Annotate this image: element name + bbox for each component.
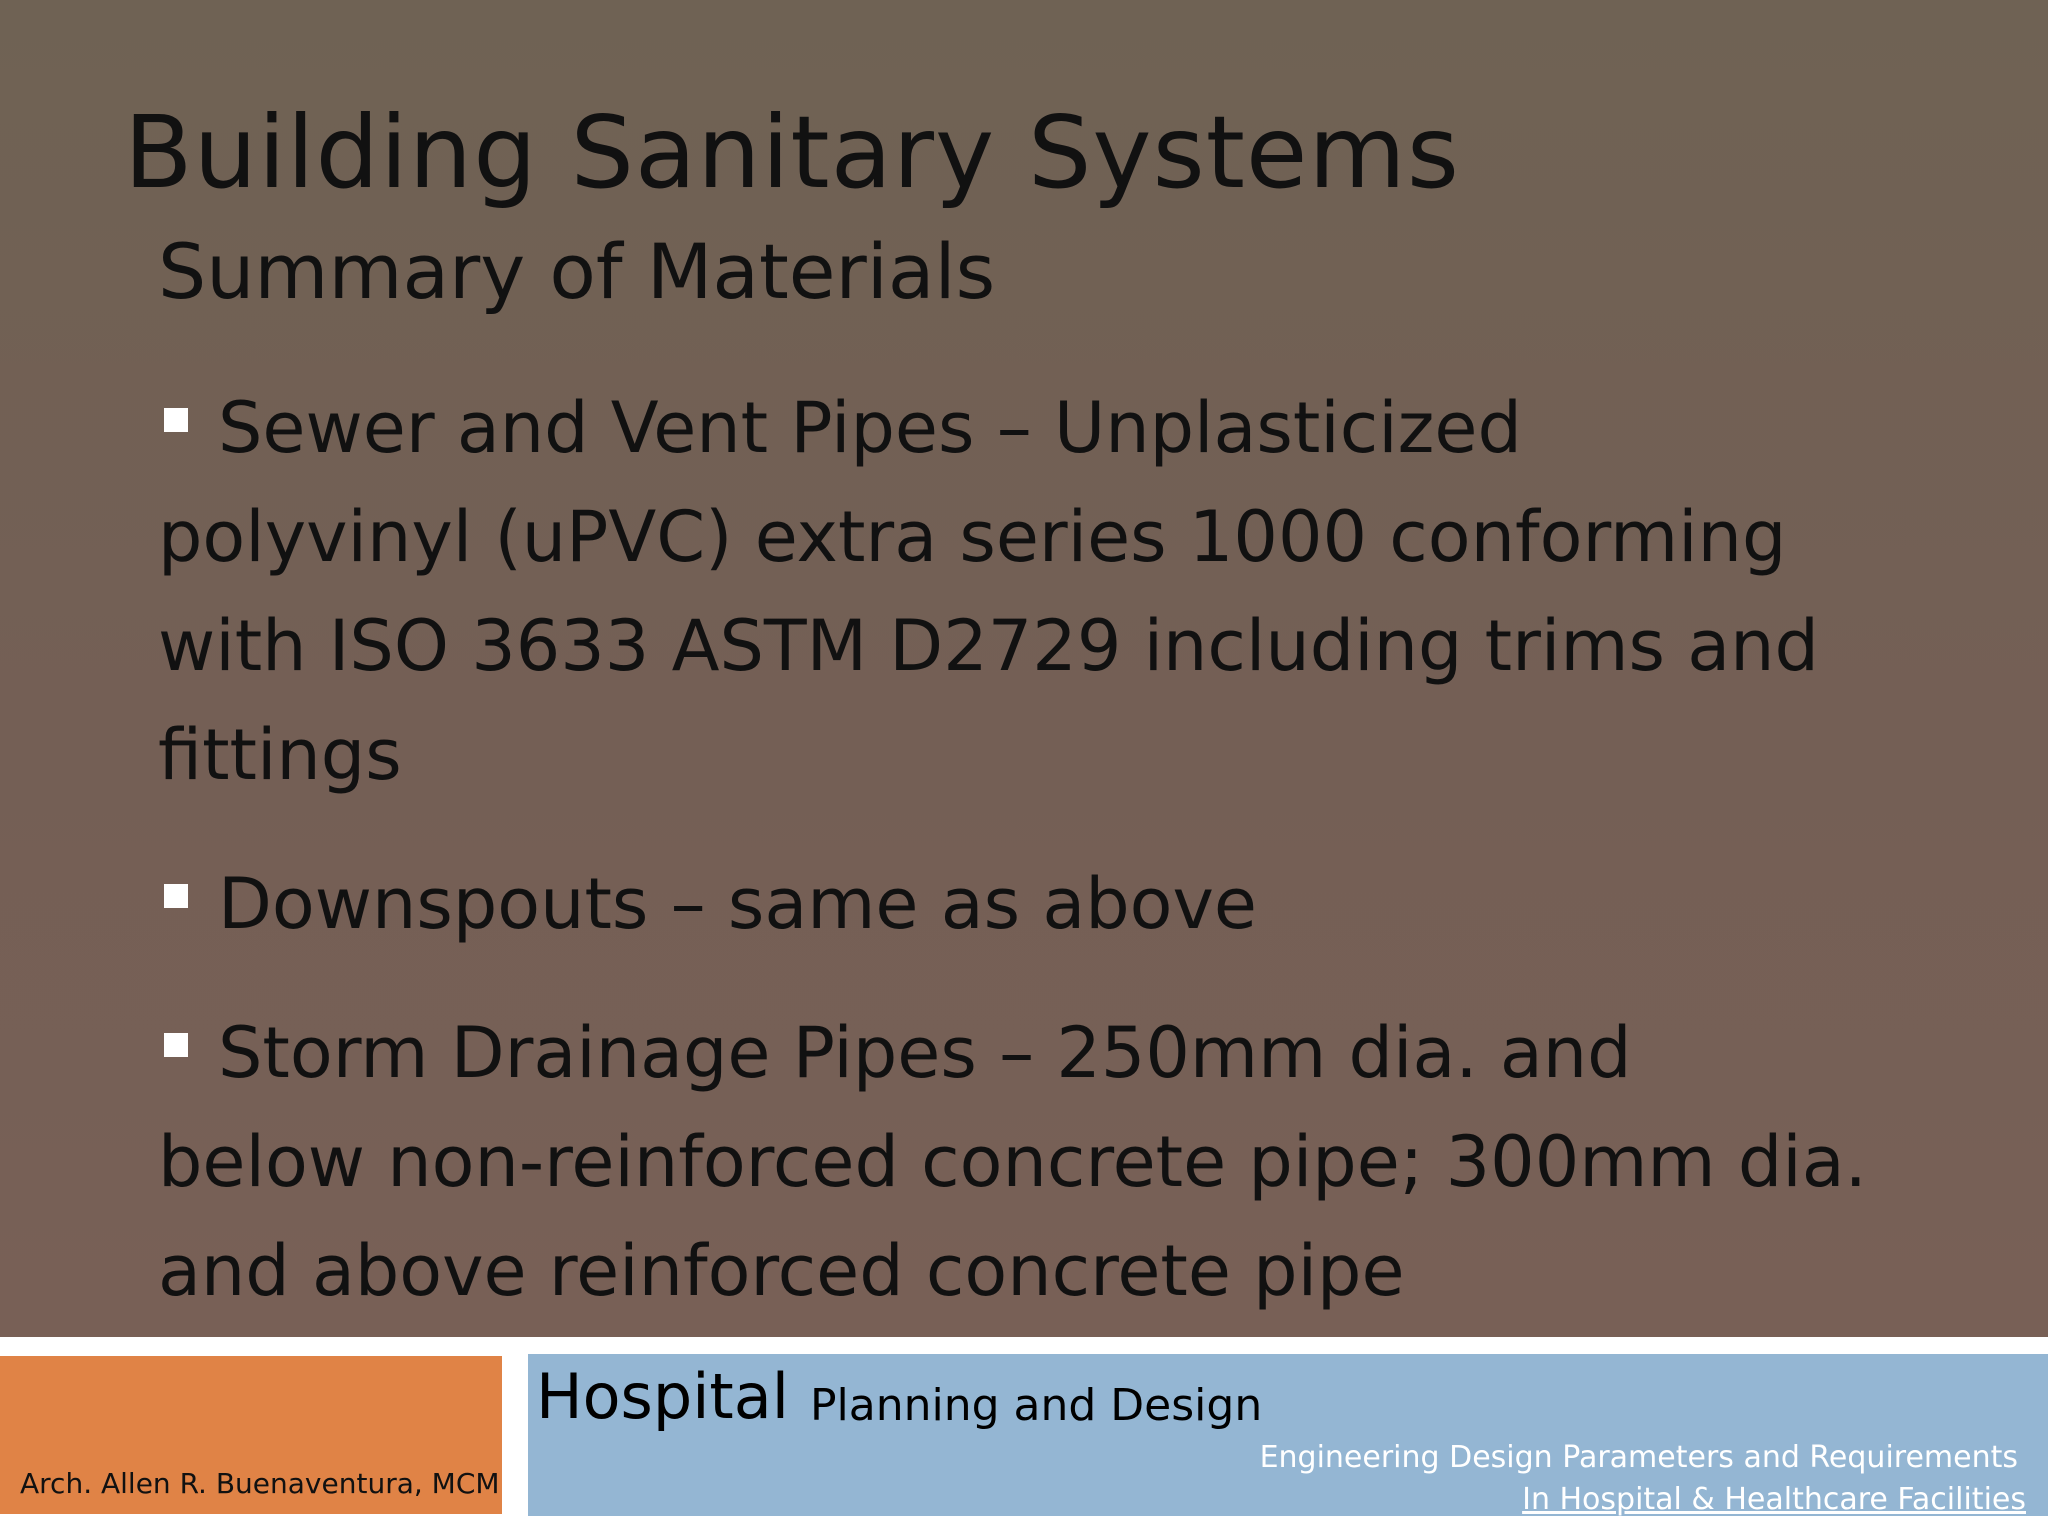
- slide-title: Building Sanitary Systems: [124, 94, 1460, 211]
- bullet-text: Sewer and Vent Pipes – Unplasticized: [218, 387, 1522, 469]
- bullet-line: and above reinforced concrete pipe: [158, 1230, 1405, 1312]
- bullet-line: below non-reinforced concrete pipe; 300mm dia.: [158, 1121, 1867, 1203]
- bullet-item-sewer-vent-pipes: [158, 374, 1998, 810]
- bullet-line: [158, 374, 1998, 483]
- bullet-text: Downspouts – same as above: [218, 863, 1257, 945]
- square-bullet-icon: [164, 408, 188, 432]
- square-bullet-icon: [164, 884, 188, 908]
- bullet-item-storm-drainage-pipes: [158, 999, 1998, 1326]
- bullet-line: [158, 850, 1998, 959]
- footer-subject-line1: Engineering Design Parameters and Requirements: [1259, 1440, 2018, 1475]
- footer-course-panel: [528, 1354, 2048, 1516]
- footer-course-main: Hospital: [536, 1360, 789, 1433]
- square-bullet-icon: [164, 1033, 188, 1057]
- bullet-text: Storm Drainage Pipes – 250mm dia. and: [218, 1012, 1632, 1094]
- bullet-line: [158, 999, 1998, 1108]
- footer-subject-line2: In Hospital & Healthcare Facilities: [1522, 1482, 2026, 1516]
- bullet-list: [158, 374, 1998, 1366]
- bullet-line: fittings: [158, 714, 402, 796]
- footer-author: Arch. Allen R. Buenaventura, MCM: [20, 1467, 500, 1500]
- bullet-line: with ISO 3633 ASTM D2729 including trims and: [158, 605, 1819, 687]
- footer-author-panel: [0, 1356, 502, 1514]
- bullet-line: polyvinyl (uPVC) extra series 1000 conforming: [158, 496, 1787, 578]
- footer-course-sub: Planning and Design: [810, 1380, 1263, 1431]
- bullet-item-downspouts: [158, 850, 1998, 959]
- slide-subtitle: Summary of Materials: [158, 227, 996, 316]
